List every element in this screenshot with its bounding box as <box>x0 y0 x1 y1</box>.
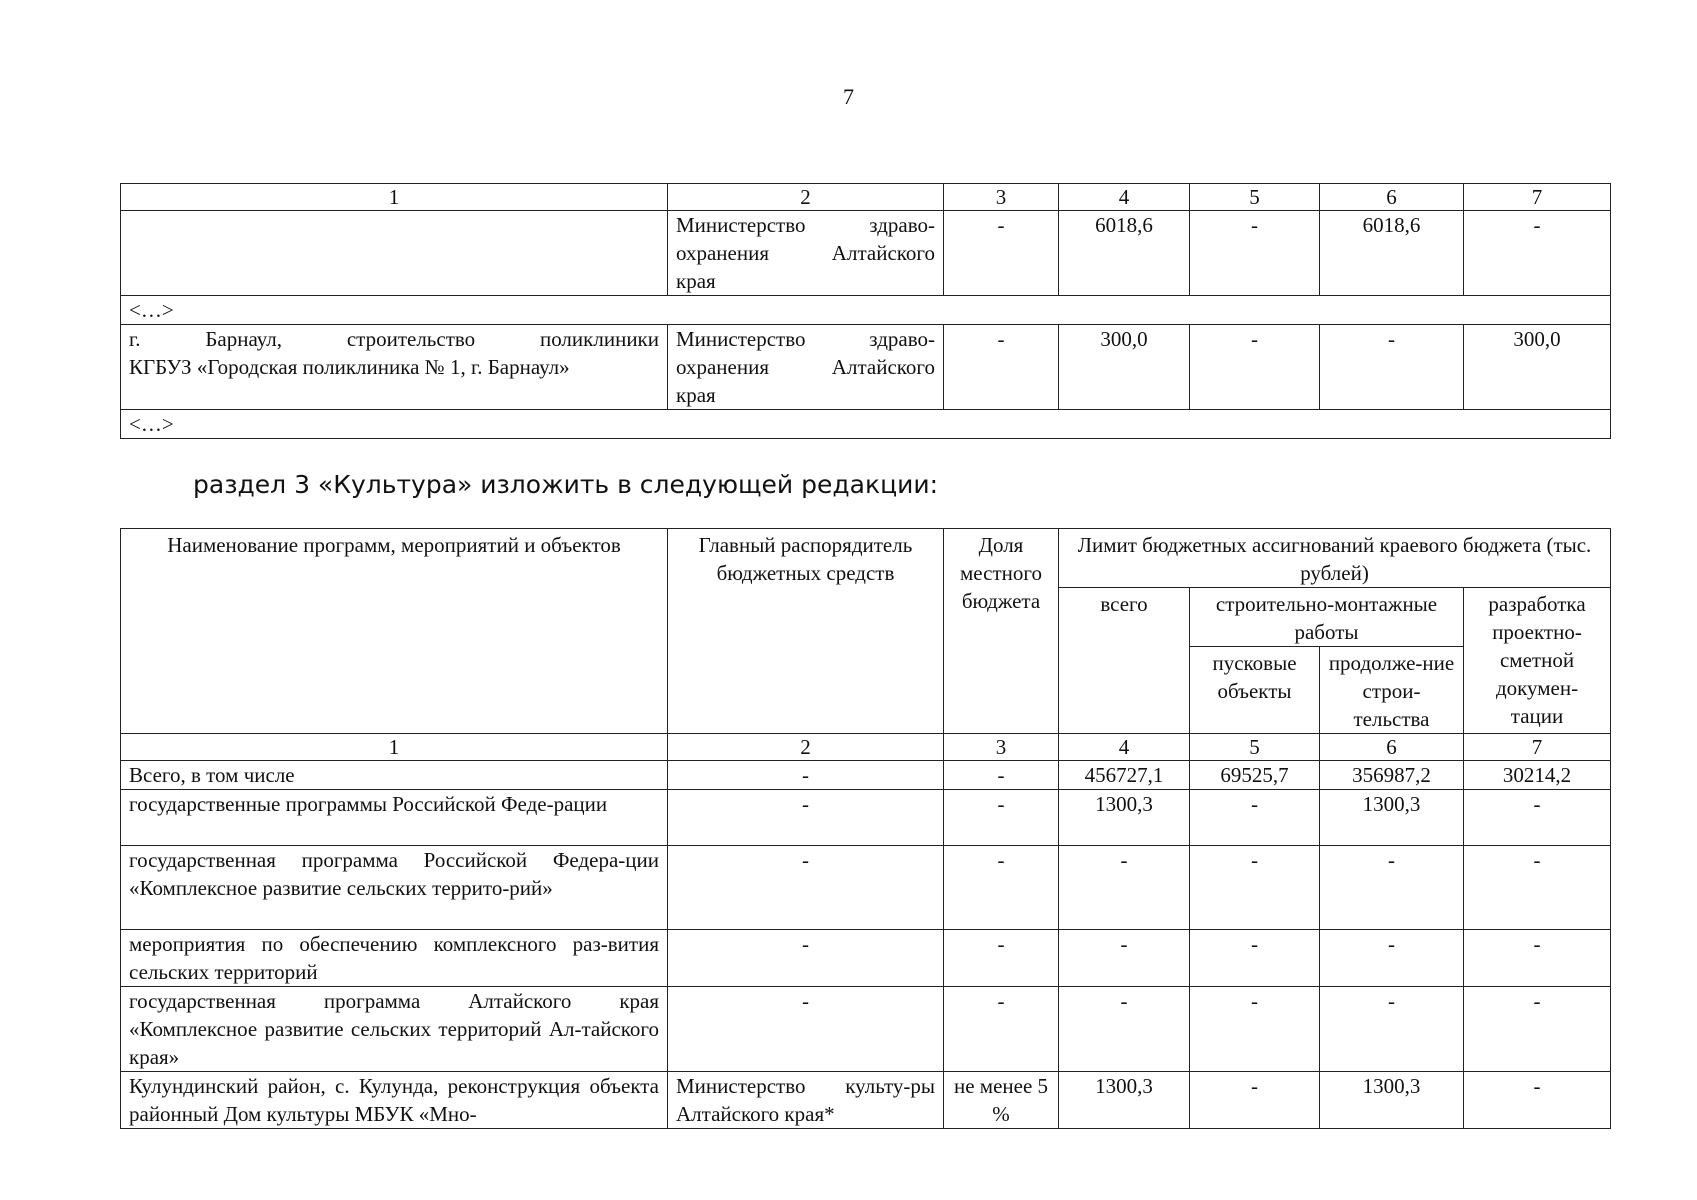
value-cell: - <box>1190 211 1320 296</box>
header-limit: Лимит бюджетных ассигнований краевого бюджета (тыс. рублей) <box>1059 529 1611 588</box>
header-construction: строительно-монтажные работы <box>1190 588 1464 647</box>
ellipsis-cell: <…> <box>121 410 1611 439</box>
value-cell: 1300,3 <box>1320 790 1464 846</box>
org-cell: - <box>668 987 944 1072</box>
top-table <box>120 183 1611 439</box>
value-cell: - <box>1464 211 1611 296</box>
index-cell: 5 <box>1190 184 1320 211</box>
value-cell: - <box>1190 930 1320 987</box>
header-org: Главный распорядитель бюджетных средств <box>668 529 944 734</box>
index-cell: 3 <box>944 734 1059 761</box>
value-cell: - <box>1059 987 1190 1072</box>
org-line: края <box>676 269 716 293</box>
header-local-share: Доля местного бюджета <box>944 529 1059 734</box>
table-row <box>121 325 1611 410</box>
name-cell: государственные программы Российской Феде-рации <box>121 790 668 846</box>
value-cell: - <box>1464 930 1611 987</box>
value-cell: - <box>1059 930 1190 987</box>
value-cell: - <box>1190 790 1320 846</box>
org-cell: - <box>668 761 944 790</box>
table-row <box>121 1072 1611 1129</box>
name-cell: Кулундинский район, с. Кулунда, реконструкция объекта районный Дом культуры МБУК «Мно- <box>121 1072 668 1129</box>
index-cell: 4 <box>1059 734 1190 761</box>
value-cell: 356987,2 <box>1320 761 1464 790</box>
value-cell: - <box>1464 987 1611 1072</box>
org-line: охранения Алтайского <box>676 355 935 379</box>
ellipsis-row <box>121 296 1611 325</box>
value-cell: - <box>1320 987 1464 1072</box>
value-cell: - <box>1190 846 1320 930</box>
org-line: Министерство здраво- <box>676 213 935 237</box>
index-row <box>121 184 1611 211</box>
ellipsis-cell: <…> <box>121 296 1611 325</box>
name-line: КГБУЗ «Городская поликлиника № 1, г. Барнаул» <box>129 355 570 379</box>
index-cell: 3 <box>944 184 1059 211</box>
table-row <box>121 790 1611 846</box>
value-cell: - <box>1464 790 1611 846</box>
name-cell <box>121 325 668 410</box>
header-row <box>121 529 1611 588</box>
name-cell: мероприятия по обеспечению комплексного раз-вития сельских территорий <box>121 930 668 987</box>
value-cell: 69525,7 <box>1190 761 1320 790</box>
value-cell: - <box>1190 987 1320 1072</box>
value-cell: 6018,6 <box>1059 211 1190 296</box>
header-total: всего <box>1059 588 1190 734</box>
section-title: раздел 3 «Культура» изложить в следующей редакции: <box>193 470 939 499</box>
index-cell: 6 <box>1320 184 1464 211</box>
org-cell: Министерство культу-ры Алтайского края* <box>668 1072 944 1129</box>
value-cell: 6018,6 <box>1320 211 1464 296</box>
index-cell: 7 <box>1464 184 1611 211</box>
index-cell: 7 <box>1464 734 1611 761</box>
header-name: Наименование программ, мероприятий и объектов <box>121 529 668 734</box>
value-cell: - <box>1320 930 1464 987</box>
value-cell: - <box>1059 846 1190 930</box>
value-cell: - <box>1320 846 1464 930</box>
value-cell: - <box>944 325 1059 410</box>
index-cell: 1 <box>121 734 668 761</box>
value-cell: - <box>944 790 1059 846</box>
index-cell: 6 <box>1320 734 1464 761</box>
table-row <box>121 761 1611 790</box>
value-cell: - <box>944 846 1059 930</box>
org-cell: - <box>668 930 944 987</box>
culture-table <box>120 528 1611 1129</box>
value-cell: 300,0 <box>1059 325 1190 410</box>
index-cell: 2 <box>668 184 944 211</box>
value-cell: 30214,2 <box>1464 761 1611 790</box>
table-row <box>121 846 1611 930</box>
table-row <box>121 987 1611 1072</box>
org-cell <box>668 325 944 410</box>
value-cell: - <box>944 930 1059 987</box>
name-cell: государственная программа Российской Федера-ции «Комплексное развитие сельских террито-рий» <box>121 846 668 930</box>
value-cell: - <box>944 211 1059 296</box>
name-cell <box>121 211 668 296</box>
index-cell: 4 <box>1059 184 1190 211</box>
value-cell: 300,0 <box>1464 325 1611 410</box>
org-line: охранения Алтайского <box>676 241 935 265</box>
value-cell: 1300,3 <box>1059 1072 1190 1129</box>
org-line: Министерство здраво- <box>676 327 935 351</box>
table-row <box>121 930 1611 987</box>
value-cell: 1300,3 <box>1320 1072 1464 1129</box>
value-cell: - <box>1464 1072 1611 1129</box>
header-continuation: продолже-ние строи-тельства <box>1320 647 1464 734</box>
org-cell: - <box>668 790 944 846</box>
value-cell: - <box>1464 846 1611 930</box>
index-row <box>121 734 1611 761</box>
value-cell: 456727,1 <box>1059 761 1190 790</box>
value-cell: 1300,3 <box>1059 790 1190 846</box>
value-cell: не менее 5 % <box>944 1072 1059 1129</box>
index-cell: 5 <box>1190 734 1320 761</box>
name-line: г. Барнаул, строительство поликлиники <box>129 327 659 351</box>
value-cell: - <box>1320 325 1464 410</box>
page-number: 7 <box>843 84 854 109</box>
org-cell: - <box>668 846 944 930</box>
value-cell: - <box>1190 325 1320 410</box>
table-row <box>121 211 1611 296</box>
index-cell: 2 <box>668 734 944 761</box>
name-cell: государственная программа Алтайского края «Комплексное развитие сельских территорий Ал-тайского края» <box>121 987 668 1072</box>
org-line: края <box>676 383 716 407</box>
value-cell: - <box>944 761 1059 790</box>
header-launch: пусковые объекты <box>1190 647 1320 734</box>
org-cell <box>668 211 944 296</box>
name-cell: Всего, в том числе <box>121 761 668 790</box>
value-cell: - <box>944 987 1059 1072</box>
index-cell: 1 <box>121 184 668 211</box>
header-design: разработка проектно-сметной докумен-тации <box>1464 588 1611 734</box>
ellipsis-row <box>121 410 1611 439</box>
value-cell: - <box>1190 1072 1320 1129</box>
